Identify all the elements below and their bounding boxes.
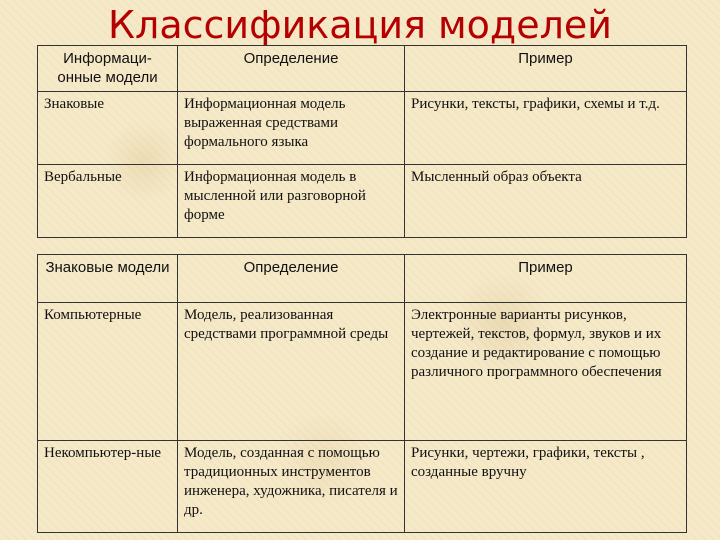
cell-definition: Информационная модель выраженная средствами формального языка <box>178 92 405 165</box>
sign-models-table <box>37 254 687 533</box>
header-cell-example: Пример <box>405 46 687 92</box>
table-row <box>38 92 687 165</box>
table-row <box>38 303 687 441</box>
cell-example: Рисунки, тексты, графики, схемы и т.д. <box>405 92 687 165</box>
cell-type: Вербальные <box>38 165 178 238</box>
cell-example: Мысленный образ объекта <box>405 165 687 238</box>
cell-type: Компьютерные <box>38 303 178 441</box>
cell-definition: Информационная модель в мысленной или разговорной форме <box>178 165 405 238</box>
cell-type: Некомпьютер-ные <box>38 441 178 533</box>
table-header-row <box>38 255 687 303</box>
header-cell-example: Пример <box>405 255 687 303</box>
information-models-table <box>37 45 687 238</box>
cell-example: Электронные варианты рисунков, чертежей, текстов, формул, звуков и их создание и редактирование с помощью различного программного обеспечения <box>405 303 687 441</box>
header-cell-type: Знаковые модели <box>38 255 178 303</box>
header-cell-definition: Определение <box>178 255 405 303</box>
header-cell-definition: Определение <box>178 46 405 92</box>
cell-definition: Модель, реализованная средствами программной среды <box>178 303 405 441</box>
page-title: Классификация моделей <box>108 3 612 47</box>
table-header-row <box>38 46 687 92</box>
cell-example: Рисунки, чертежи, графики, тексты , созданные вручну <box>405 441 687 533</box>
table-row <box>38 165 687 238</box>
cell-definition: Модель, созданная с помощью традиционных инструментов инженера, художника, писателя и др. <box>178 441 405 533</box>
table-row <box>38 441 687 533</box>
header-cell-type: Информаци-онные модели <box>38 46 178 92</box>
cell-type: Знаковые <box>38 92 178 165</box>
